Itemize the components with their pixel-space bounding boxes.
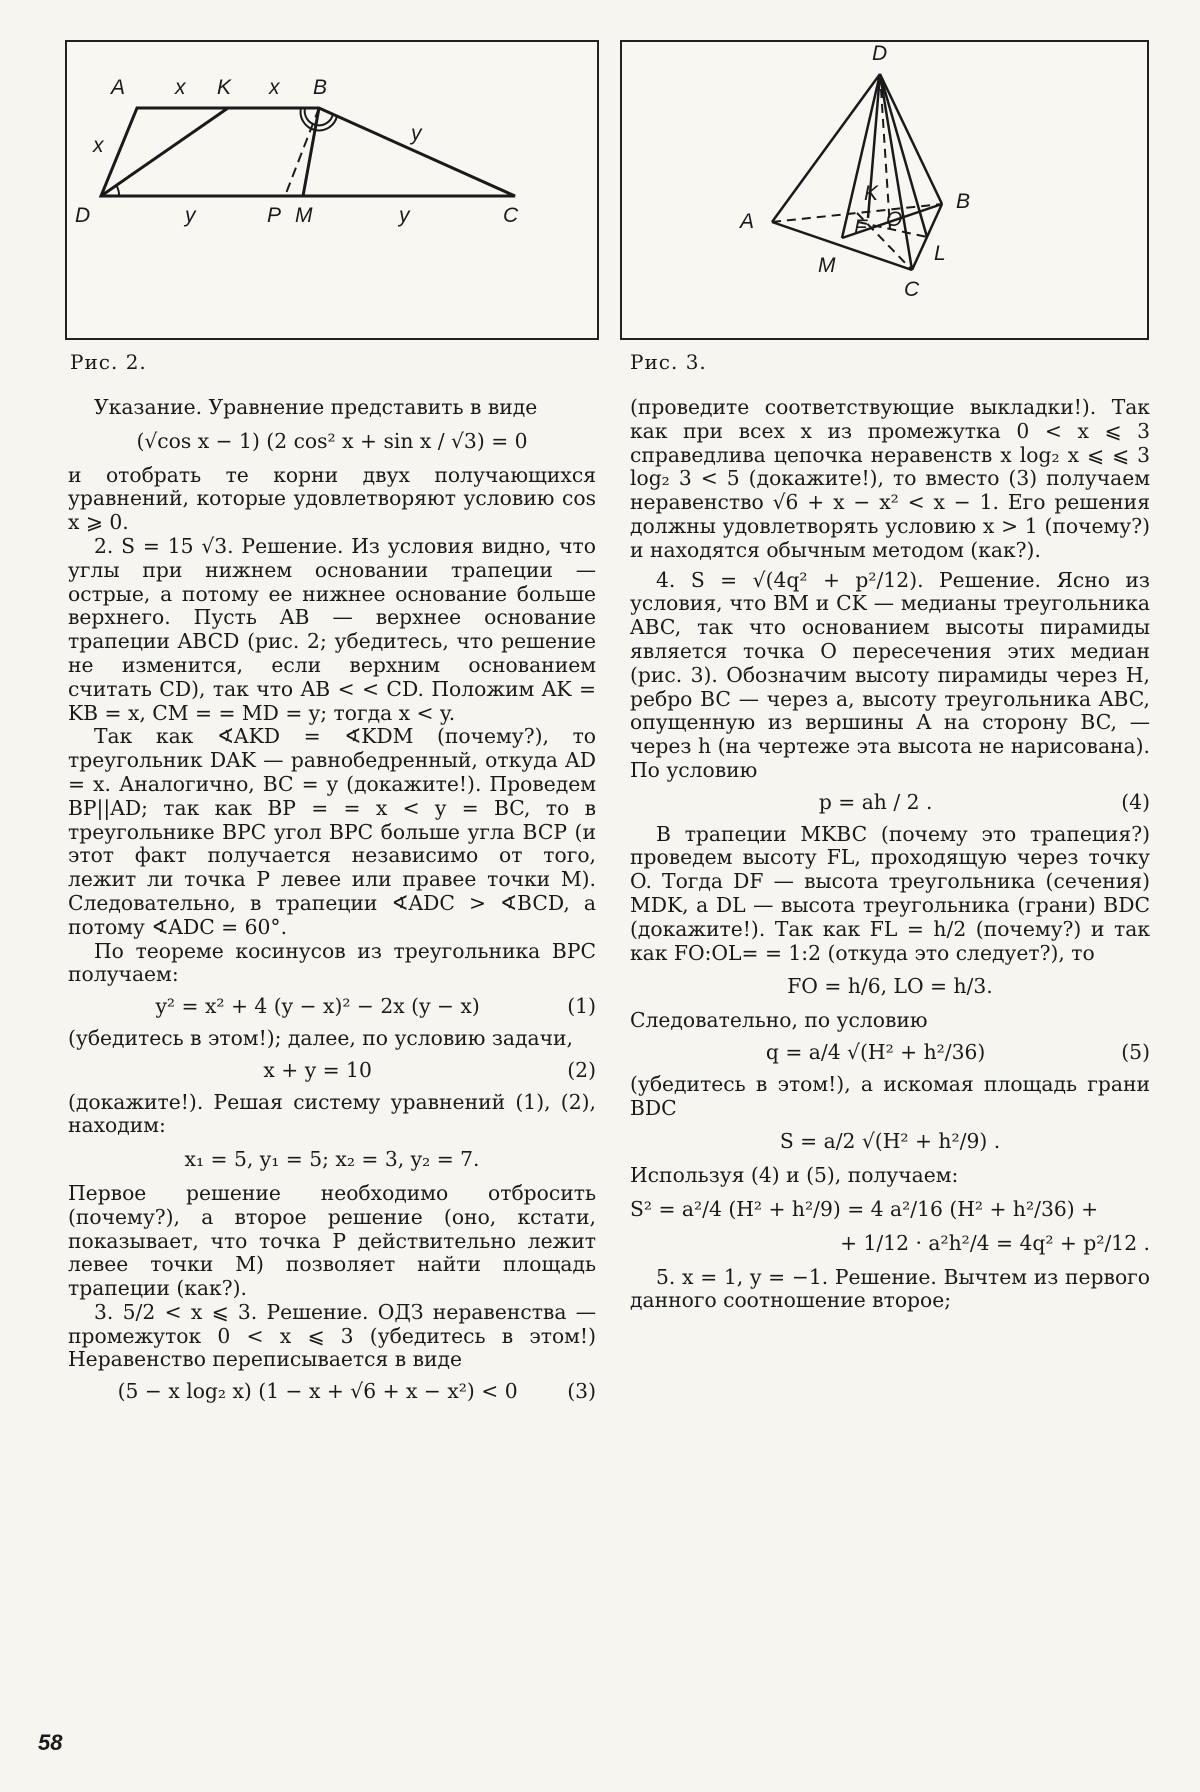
label-O: O: [886, 208, 903, 231]
label-M: M: [818, 254, 836, 277]
equation-4-body: p = ah / 2 .: [818, 789, 933, 814]
label-M: M: [295, 204, 313, 227]
label-x-top1: x: [175, 76, 186, 99]
equation-s-squared-line2: + 1/12 · a²h²/4 = 4q² + p²/12 .: [840, 1230, 1150, 1255]
using-paragraph: Используя (4) и (5), получаем:: [630, 1163, 959, 1188]
label-x-left: x: [93, 134, 104, 157]
problem-3-continuation: (проведите соответствующие выкладки!). Так как при всех x из промежутка 0 < x ⩽ 3 справедлива цепочка неравенств x log₂ x ⩽ ⩽ 3 log₂ 3 < 5 (докажите!), то вместо (3) получаем неравенство √6 + x − x² < x − 1. Его решения должны удовлетворять условию x > 1 (почему?) и находятся обычным методом (как?).: [630, 395, 1150, 562]
segment-bm: [303, 108, 319, 196]
equation-4: [630, 791, 1150, 815]
equation-3-body: (5 − x log₂ x) (1 − x + √6 + x − x²) < 0: [117, 1379, 518, 1404]
right-column: [630, 396, 1150, 1313]
system-paragraph: (докажите!). Решая систему уравнений (1), (2), находим:: [68, 1089, 596, 1138]
equation-5: [630, 1041, 1150, 1065]
problem-4-solution: 4. S = √(4q² + p²/12). Решение. Ясно из условия, что BM и CK — медианы треугольника ABC, так что основанием высоты пирамиды является точка O пересечения этих медиан (рис. 3). Обозначим высоту пирамиды через H, ребро BC — через a, высоту треугольника ABC, опущенную из вершины A на сторону BC, — через h (на чертеже эта высота не нарисована). По условию: [630, 567, 1150, 782]
label-D: D: [75, 204, 91, 227]
equation-face-area: S = a/2 √(H² + h²/9) .: [779, 1129, 1001, 1154]
equation-fo-lo: FO = h/6, LO = h/3.: [787, 974, 993, 999]
label-C: C: [503, 204, 519, 227]
label-y-bottom1: y: [185, 204, 196, 227]
equation-1-number: (1): [567, 994, 596, 1019]
hint-continuation: и отобрать те корни двух получающихся уравнений, которые удовлетворяют условию cos x ⩾ 0.: [68, 462, 596, 535]
equation-3-number: (3): [567, 1379, 596, 1404]
label-B: B: [313, 76, 328, 99]
equation-solutions: x₁ = 5, y₁ = 5; x₂ = 3, y₂ = 7.: [184, 1147, 480, 1172]
label-D: D: [872, 42, 888, 65]
label-y-bottom2: y: [399, 204, 410, 227]
label-A: A: [111, 76, 126, 99]
equation-hint: (√cos x − 1) (2 cos² x + sin x / √3) = 0: [136, 428, 528, 453]
solution-selection-paragraph: Первое решение необходимо отбросить (почему?), а второе решение (оно, кстати, показывает, что точка P действительно лежит левее точки M) позволяет найти площадь трапеции (как?).: [68, 1180, 596, 1301]
equation-3: [68, 1380, 596, 1404]
label-K: K: [864, 182, 879, 205]
equation-2-body: x + y = 10: [263, 1057, 372, 1082]
label-A: A: [740, 210, 755, 233]
pyramid-diagram: [622, 42, 1147, 338]
problem-5-solution: 5. x = 1, y = −1. Решение. Вычтем из первого данного соотношение второе;: [630, 1264, 1150, 1313]
label-y-right: y: [411, 122, 422, 145]
left-column: [68, 396, 596, 1412]
equation-1-body: y² = x² + 4 (y − x)² − 2x (y − x): [155, 994, 480, 1019]
angle-arc-d: [116, 185, 119, 196]
figure-3-caption: Рис. 3.: [630, 350, 707, 374]
label-x-top2: x: [269, 76, 280, 99]
figure-3: [620, 40, 1149, 340]
consequently-paragraph: Следовательно, по условию: [630, 1008, 928, 1033]
equation-2-number: (2): [567, 1057, 596, 1082]
hint-paragraph: Указание. Уравнение представить в виде: [94, 395, 538, 419]
equation-5-body: q = a/4 √(H² + h²/36): [765, 1039, 986, 1064]
trapezoid-diagram: [67, 42, 597, 338]
equation-s-squared-line1: S² = a²/4 (H² + h²/9) = 4 a²/16 (H² + h²/36) +: [630, 1196, 1099, 1221]
cosine-theorem-intro: По теореме косинусов из треугольника BPC получаем:: [68, 938, 596, 987]
equation-2: [68, 1059, 596, 1083]
equation-5-number: (5): [1121, 1039, 1150, 1064]
label-K: K: [217, 76, 232, 99]
trapezoid-mkbc-paragraph: В трапеции MKBC (почему это трапеция?) проведем высоту FL, проходящую через точку O. Тогда DF — высота треугольника (сечения) MDK, а DL — высота треугольника (грани) BDC (докажите!). Так как FL = h/2 (почему?) и так как FO:OL= = 1:2 (откуда это следует?), то: [630, 821, 1150, 965]
label-L: L: [934, 242, 946, 265]
label-C: C: [904, 278, 920, 301]
label-P: P: [267, 204, 282, 227]
problem-3-solution: 3. 5/2 < x ⩽ 3. Решение. ОДЗ неравенства — промежуток 0 < x ⩽ 3 (убедитесь в этом!) Неравенство переписывается в виде: [68, 1299, 596, 1372]
equation-1: [68, 995, 596, 1019]
problem-2-solution: 2. S = 15 √3. Решение. Из условия видно, что углы при нижнем основании трапеции — острые, а потому ее нижнее основание больше верхнего. Пусть AB — верхнее основание трапеции ABCD (рис. 2; убедитесь, что решение не изменится, если верхним основанием считать CD), так что AB < < CD. Положим AK = KB = x, CM = = MD = y; тогда x < y.: [68, 533, 596, 725]
face-area-paragraph: (убедитесь в этом!), а искомая площадь грани BDC: [630, 1071, 1150, 1120]
label-B: B: [956, 190, 971, 213]
figure-2-caption: Рис. 2.: [70, 350, 147, 374]
page-number: 58: [38, 1730, 63, 1755]
problem-2-reasoning: Так как ∢AKD = ∢KDM (почему?), то треугольник DAK — равнобедренный, откуда AD = x. Аналогично, BC = y (докажите!). Проведем BP||AD; так как BP = = x < y = BC, то в треугольнике BPC угол BPC больше угла BCP (и этот факт получается независимо от того, лежит ли точка P левее или правее точки M). Следовательно, в трапеции ∢ADC > ∢BCD, а потому ∢ADC = 60°.: [68, 724, 596, 939]
label-F: F: [854, 216, 867, 239]
figure-2: [65, 40, 599, 340]
condition-paragraph: (убедитесь в этом!); далее, по условию задачи,: [68, 1025, 573, 1050]
equation-4-number: (4): [1121, 789, 1150, 814]
